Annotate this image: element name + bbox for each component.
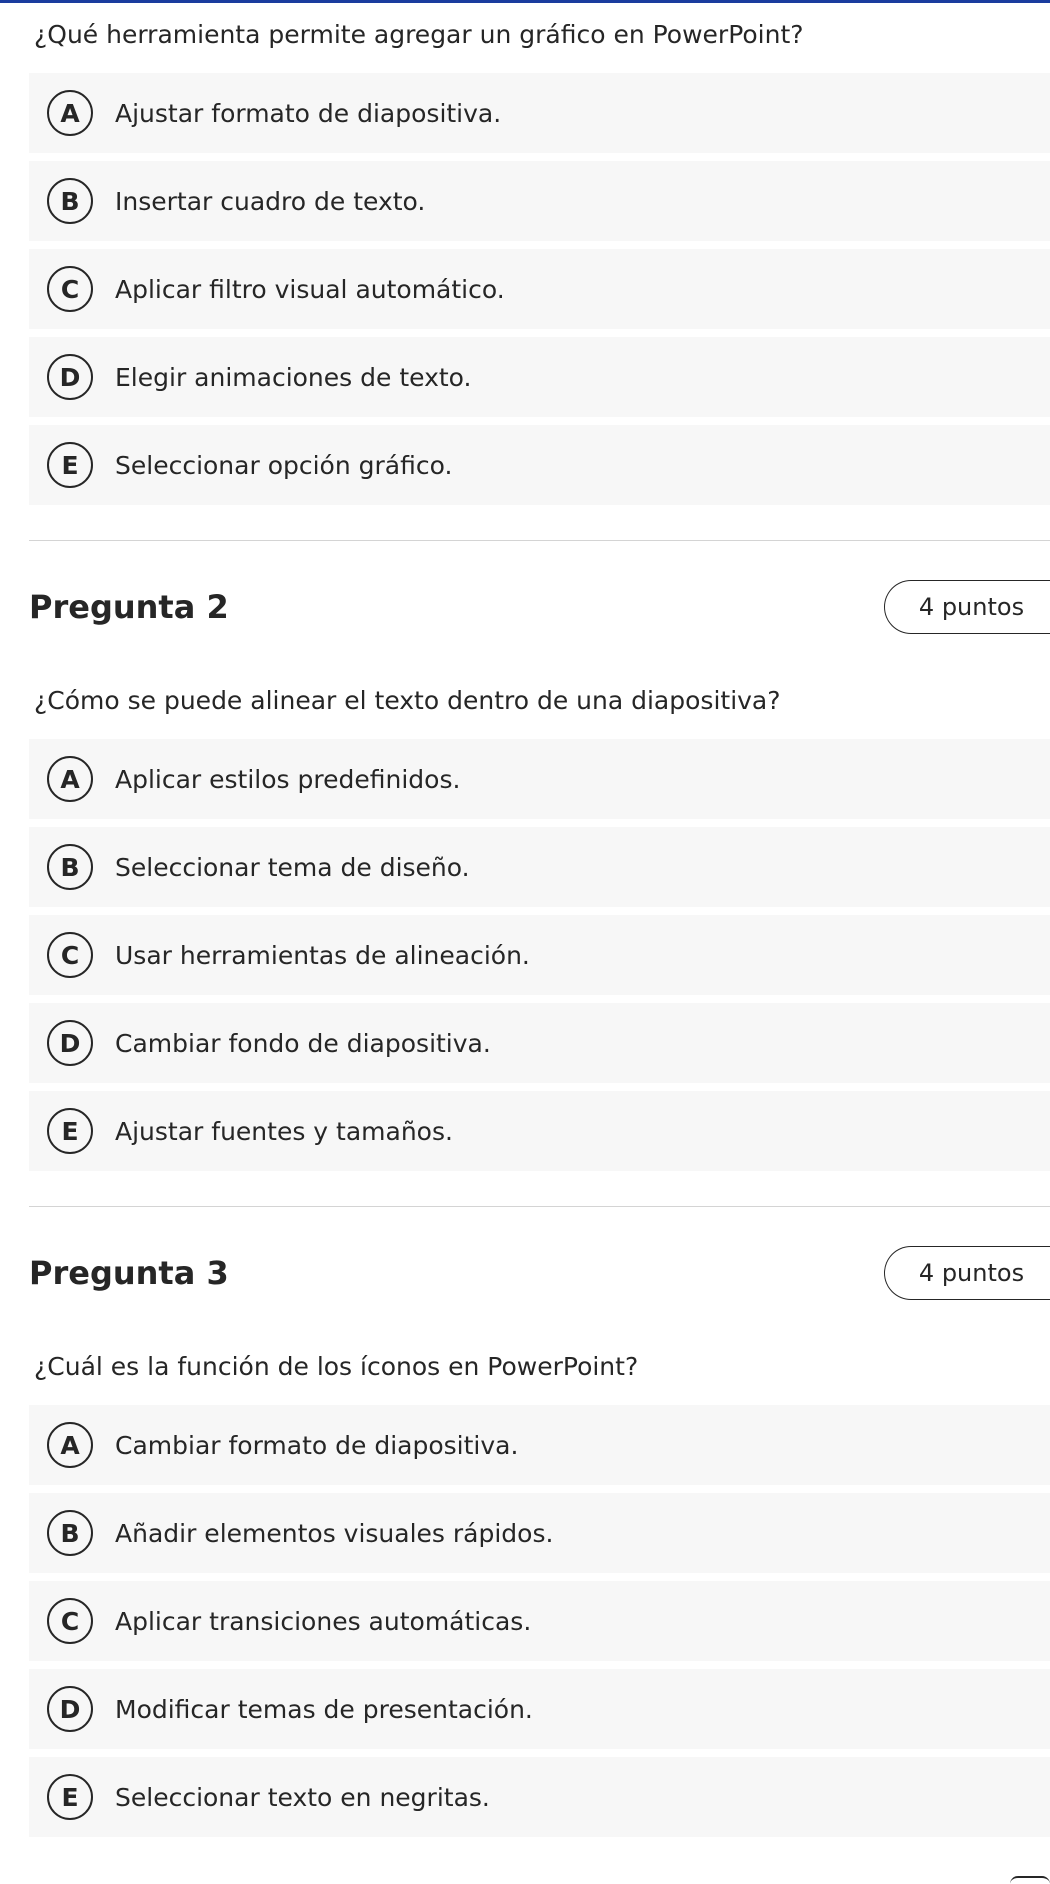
- points-badge: 4 puntos: [884, 580, 1050, 634]
- option-label: Añadir elementos visuales rápidos.: [115, 1518, 554, 1548]
- question-3: [29, 1245, 1050, 1837]
- option-label: Seleccionar tema de diseño.: [115, 852, 470, 882]
- option-label: Ajustar fuentes y tamaños.: [115, 1116, 453, 1146]
- question-1-option-b[interactable]: [29, 161, 1050, 241]
- option-letter-badge: B: [47, 1510, 93, 1556]
- question-3-title: Pregunta 3: [29, 1254, 229, 1292]
- question-2-options: [29, 739, 1050, 1171]
- question-divider: [29, 1206, 1050, 1207]
- question-1: [29, 20, 1050, 541]
- points-badge: 4 puntos: [884, 1246, 1050, 1300]
- option-label: Cambiar fondo de diapositiva.: [115, 1028, 491, 1058]
- option-label: Aplicar transiciones automáticas.: [115, 1606, 532, 1636]
- option-letter-badge: E: [47, 1108, 93, 1154]
- question-3-option-c[interactable]: [29, 1581, 1050, 1661]
- option-letter-badge: A: [47, 756, 93, 802]
- quiz-content: [29, 0, 1050, 1845]
- option-letter-badge: E: [47, 442, 93, 488]
- question-1-text: ¿Qué herramienta permite agregar un gráfico en PowerPoint?: [34, 20, 804, 49]
- option-label: Seleccionar texto en negritas.: [115, 1782, 490, 1812]
- question-3-options: [29, 1405, 1050, 1837]
- option-label: Aplicar estilos predefinidos.: [115, 764, 461, 794]
- option-letter-badge: A: [47, 1422, 93, 1468]
- question-2-option-d[interactable]: [29, 1003, 1050, 1083]
- option-label: Insertar cuadro de texto.: [115, 186, 426, 216]
- option-letter-badge: C: [47, 266, 93, 312]
- question-3-option-b[interactable]: [29, 1493, 1050, 1573]
- question-2: [29, 579, 1050, 1207]
- option-label: Seleccionar opción gráfico.: [115, 450, 453, 480]
- option-letter-badge: C: [47, 1598, 93, 1644]
- question-2-option-e[interactable]: [29, 1091, 1050, 1171]
- question-divider: [29, 540, 1050, 541]
- option-label: Modificar temas de presentación.: [115, 1694, 533, 1724]
- question-1-option-c[interactable]: [29, 249, 1050, 329]
- question-2-title: Pregunta 2: [29, 588, 229, 626]
- question-2-option-c[interactable]: [29, 915, 1050, 995]
- option-label: Cambiar formato de diapositiva.: [115, 1430, 519, 1460]
- option-label: Aplicar filtro visual automático.: [115, 274, 505, 304]
- option-letter-badge: C: [47, 932, 93, 978]
- option-label: Usar herramientas de alineación.: [115, 940, 530, 970]
- option-letter-badge: D: [47, 1020, 93, 1066]
- option-label: Ajustar formato de diapositiva.: [115, 98, 502, 128]
- next-badge-edge: [1010, 1876, 1050, 1884]
- question-2-option-a[interactable]: [29, 739, 1050, 819]
- option-letter-badge: B: [47, 844, 93, 890]
- question-2-header: [29, 579, 1050, 635]
- option-letter-badge: D: [47, 354, 93, 400]
- option-letter-badge: D: [47, 1686, 93, 1732]
- option-label: Elegir animaciones de texto.: [115, 362, 472, 392]
- question-1-options: [29, 73, 1050, 505]
- option-letter-badge: A: [47, 90, 93, 136]
- question-1-option-e[interactable]: [29, 425, 1050, 505]
- question-3-option-d[interactable]: [29, 1669, 1050, 1749]
- question-2-text: ¿Cómo se puede alinear el texto dentro de una diapositiva?: [34, 686, 781, 715]
- question-3-option-e[interactable]: [29, 1757, 1050, 1837]
- question-1-option-d[interactable]: [29, 337, 1050, 417]
- question-3-header: [29, 1245, 1050, 1301]
- option-letter-badge: E: [47, 1774, 93, 1820]
- question-3-text: ¿Cuál es la función de los íconos en PowerPoint?: [34, 1352, 639, 1381]
- question-3-option-a[interactable]: [29, 1405, 1050, 1485]
- question-1-option-a[interactable]: [29, 73, 1050, 153]
- option-letter-badge: B: [47, 178, 93, 224]
- question-2-option-b[interactable]: [29, 827, 1050, 907]
